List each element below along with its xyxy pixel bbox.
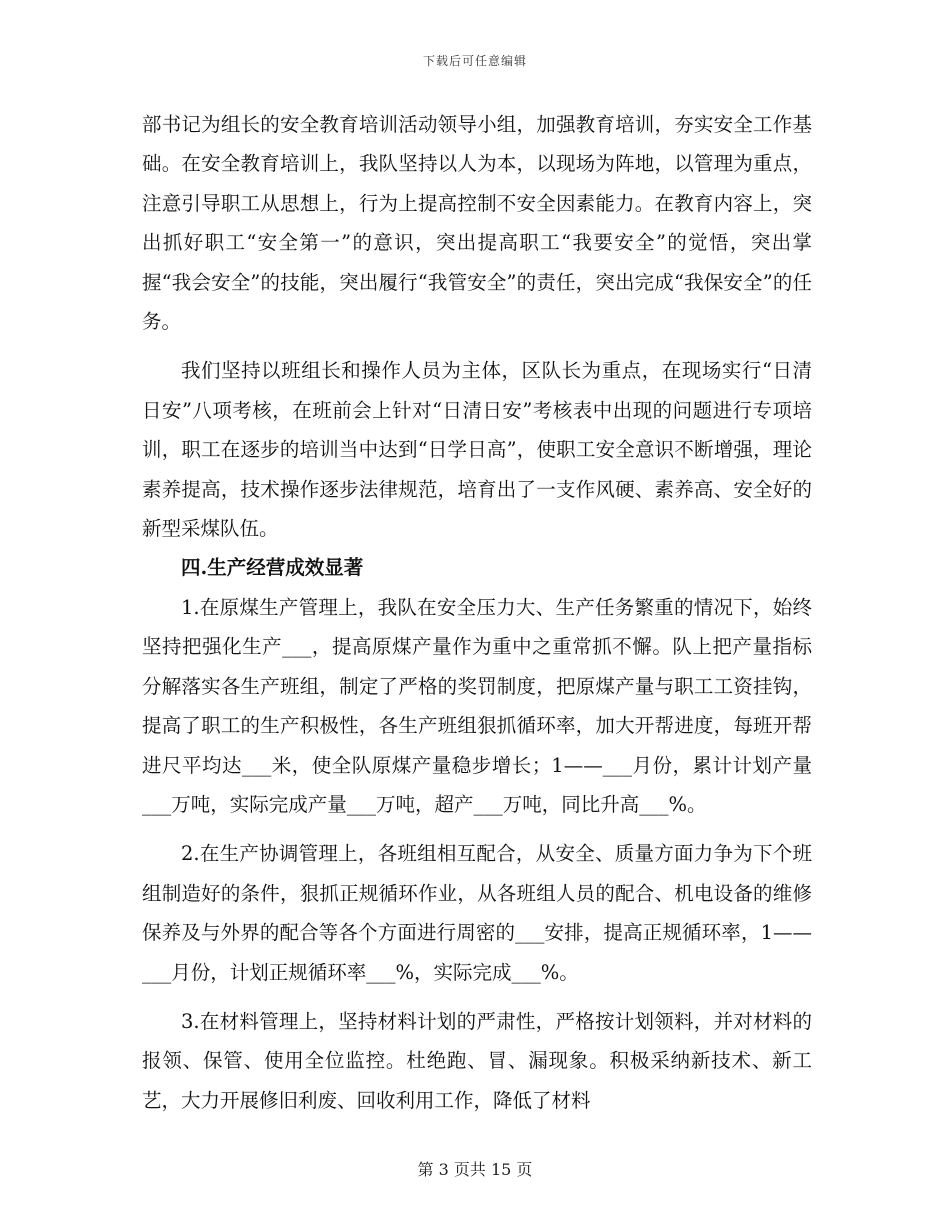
page-footer: 第 3 页共 15 页: [417, 1160, 533, 1179]
paragraph-training: 我们坚持以班组长和操作人员为主体，区队长为重点，在现场实行“日清日安”八项考核，在班前会上针对“日清日安”考核表中出现的问题进行专项培训，职工在逐步的培训当中达到“日学日高”，使职工安全意识不断增强，理论素养提高，技术操作逐步法律规范，培育出了一支作风硬、素养高、安全好的新型采煤队伍。: [142, 359, 812, 541]
paragraph-materials: 3.在材料管理上，坚持材料计划的严肃性，严格按计划领料，并对材料的报领、保管、使用全位监控。杜绝跑、冒、漏现象。积极采纳新技术、新工艺，大力开展修旧利废、回收利用工作，降低了材料: [142, 1009, 812, 1112]
page-header: 下载后可任意编辑: [422, 54, 527, 68]
paragraph-coal-production: 1.在原煤生产管理上，我队在安全压力大、生产任务繁重的情况下，始终坚持把强化生产___，提高原煤产量作为重中之重常抓不懈。队上把产量指标分解落实各生产班组，制定了严格的奖罚制度，把原煤产量与职工工资挂钩，提高了职工的生产积极性，各生产班组狠抓循环率，加大开帮进度，每班开帮进尺平均达___米，使全队原煤产量稳步增长；1——___月份，累计计划产量___万吨，实际完成产量___万吨，超产___万吨，同比升高___%。: [142, 595, 812, 816]
paragraph-coordination: 2.在生产协调管理上，各班组相互配合，从安全、质量方面力争为下个班组制造好的条件，狠抓正规循环作业，从各班组人员的配合、机电设备的维修保养及与外界的配合等各个方面进行周密的___安排，提高正规循环率，1——___月份，计划正规循环率___%，实际完成___%。: [142, 842, 812, 984]
document-body: [142, 105, 812, 1120]
paragraph-continuation: 部书记为组长的安全教育培训活动领导小组，加强教育培训，夯实安全工作基础。在安全教育培训上，我队坚持以人为本，以现场为阵地，以管理为重点，注意引导职工从思想上，行为上提高控制不安全因素能力。在教育内容上，突出抓好职工“安全第一”的意识，突出提高职工“我要安全”的觉悟，突出掌握“我会安全”的技能，突出履行“我管安全”的责任，突出完成“我保安全”的任务。: [142, 113, 812, 334]
section-heading-production: 四.生产经营成效显著: [181, 556, 364, 580]
